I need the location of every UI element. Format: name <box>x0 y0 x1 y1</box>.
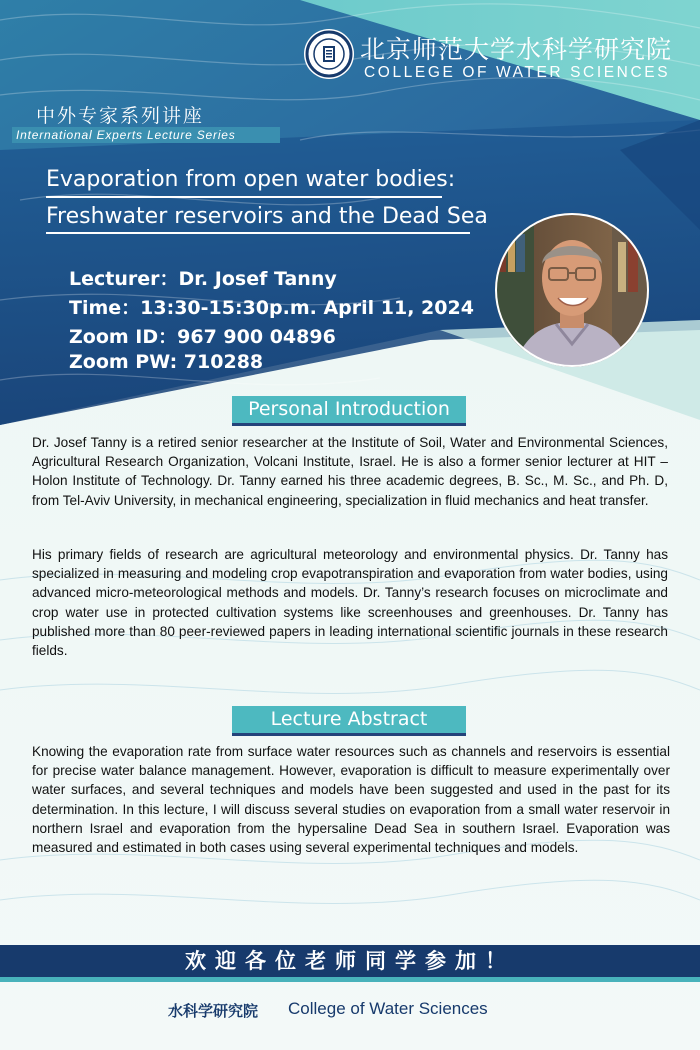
welcome-banner: 欢迎各位老师同学参加！ <box>0 945 700 977</box>
institution-name-en: COLLEGE OF WATER SCIENCES <box>364 64 671 81</box>
welcome-banner-stripe <box>0 977 700 982</box>
footer-institution-en: College of Water Sciences <box>288 999 488 1018</box>
lecture-title-line-2: Freshwater reservoirs and the Dead Sea <box>46 204 488 229</box>
lecturer-portrait <box>494 212 650 368</box>
title-underline-1 <box>46 196 442 198</box>
zoom-id-line: Zoom ID：967 900 04896 <box>69 326 336 348</box>
title-underline-2 <box>46 232 470 234</box>
series-title-cn: 中外专家系列讲座 <box>36 105 205 127</box>
lecturer-line: Lecturer：Dr. Josef Tanny <box>69 268 337 290</box>
footer-institution-cn: 水科学研究院 <box>168 1002 259 1020</box>
university-seal-icon <box>303 28 355 80</box>
zoom-pw-line: Zoom PW: 710288 <box>69 351 264 373</box>
abstract-paragraph: Knowing the evaporation rate from surface water resources such as channels and reservoirs is essential for precise water balance management. However, evaporation is difficult to measure experimentally over water surfaces, and several techniques and models have been suggested and used in the past for its determination. In this lecture, I will discuss several studies on evaporation from a small water reservoir in northern Israel and evaporation from the hypersaline Dead Sea in southern Israel. Evaporation was measured and estimated in both cases using several experimental techniques and models. <box>32 744 670 856</box>
lecture-abstract-heading: Lecture Abstract <box>232 706 466 736</box>
series-title-en: International Experts Lecture Series <box>12 127 280 143</box>
time-line: Time：13:30-15:30p.m. April 11, 2024 <box>69 297 474 319</box>
institution-name-cn: 北京师范大学水科学研究院 <box>360 35 673 64</box>
personal-introduction-heading: Personal Introduction <box>232 396 466 426</box>
lecture-title-line-1: Evaporation from open water bodies: <box>46 167 456 192</box>
intro-paragraph-1: Dr. Josef Tanny is a retired senior researcher at the Institute of Soil, Water and Environmental Sciences, Agricultural Research Organization, Volcani Institute, Israel. He is also a former senior lecturer at HIT – Holon Institute of Technology. Dr. Tanny earned his three academic degrees, B. Sc., M. Sc., and Ph. D, from Tel-Aviv University, in mechanical engineering, specialization in fluid mechanics and heat transfer. <box>32 435 668 508</box>
intro-paragraph-2: His primary fields of research are agricultural meteorology and environmental physics. Dr. Tanny has specialized in measuring and modeling crop evapotranspiration and evaporation from water bodies, using advanced micro-meteorological methods and models. Dr. Tanny’s research focuses on microclimate and crop water use in protected cultivation systems like screenhouses and greenhouses. Dr. Tanny has published more than 80 peer-reviewed papers in leading international scientific journals in these research fields. <box>32 547 668 659</box>
